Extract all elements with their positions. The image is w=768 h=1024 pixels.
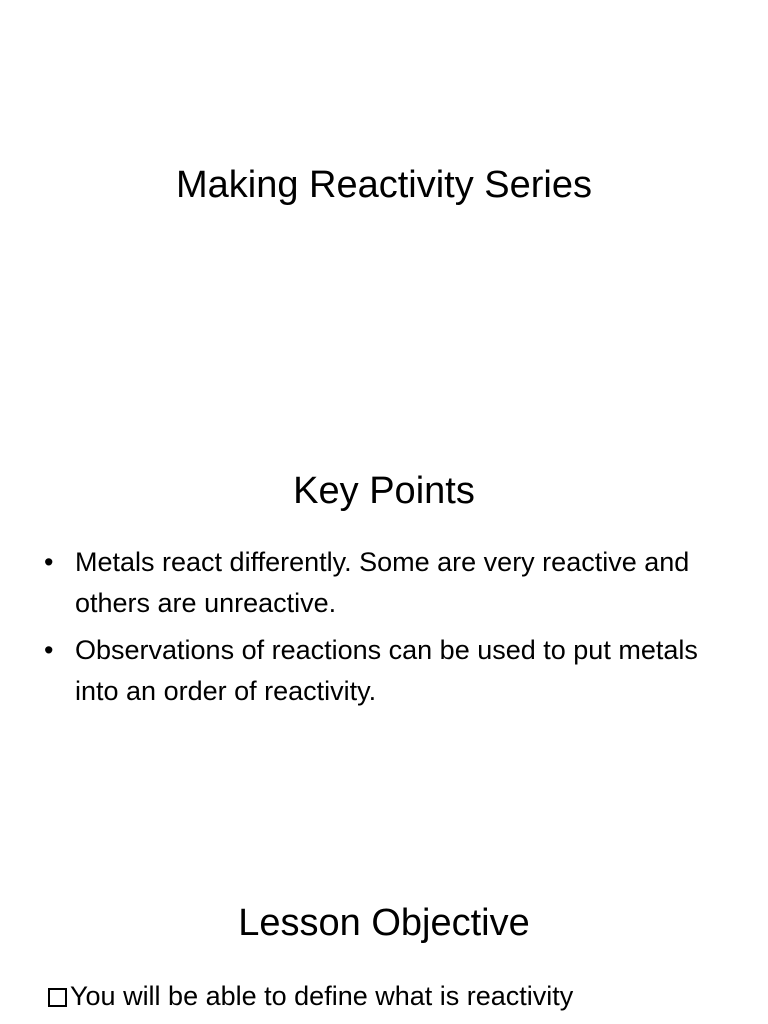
slide-title: Key Points — [293, 470, 475, 512]
title-slide — [0, 0, 768, 384]
key-points-slide — [0, 440, 768, 740]
bullet-text: Observations of reactions can be used to put metals into an order of reactivity. — [75, 635, 698, 706]
bullet-list — [0, 542, 768, 718]
bullet-icon: • — [44, 547, 54, 577]
checkbox-icon — [48, 988, 67, 1007]
bullet-text: Metals react differently. Some are very reactive and others are unreactive. — [75, 547, 690, 618]
slide-title: Lesson Objective — [238, 902, 530, 944]
bullet-icon: • — [44, 635, 54, 665]
objective-text: You will be able to define what is reactivity — [70, 981, 574, 1011]
list-item — [0, 542, 768, 624]
list-item — [0, 630, 768, 712]
lesson-objective-slide — [0, 880, 768, 1024]
slide-title: Making Reactivity Series — [175, 164, 593, 206]
objective-item — [48, 976, 573, 1016]
